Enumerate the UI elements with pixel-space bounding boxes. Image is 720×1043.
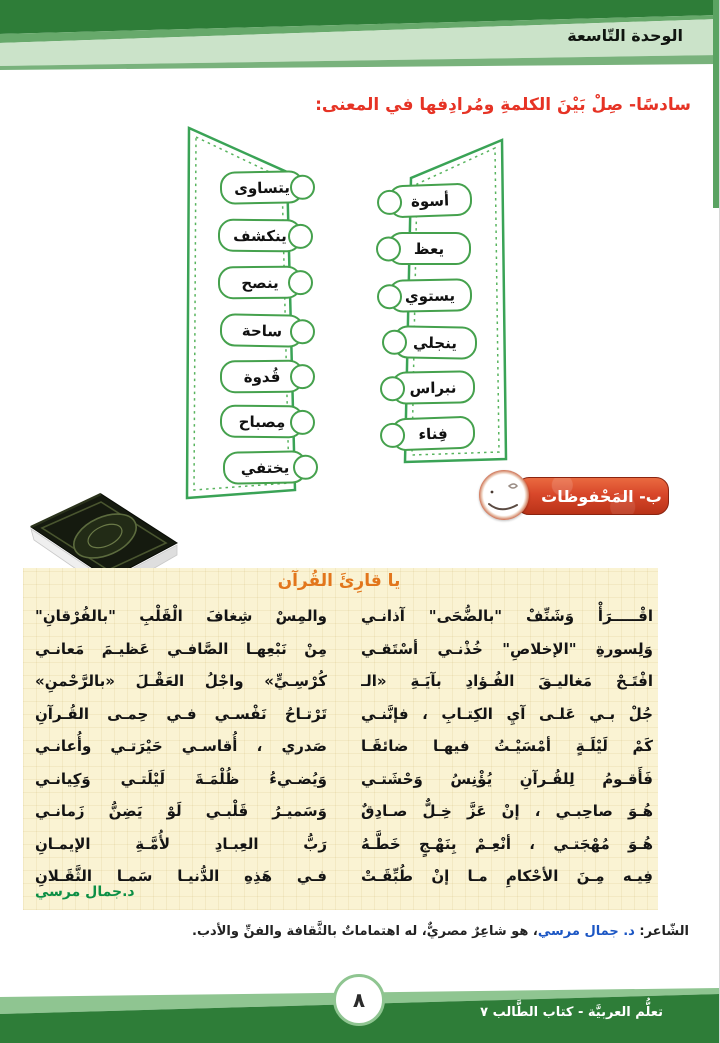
word-label: قُدوة [243, 367, 281, 386]
poem-line: اقْـــــرَأْ وَشَنِّفْ "بالضُّحَى" آذانـي [361, 607, 653, 625]
banner-label: ب- المَحْفوظات [541, 486, 662, 506]
pencil-sketch-icon [479, 470, 529, 520]
poem-line: رَبُّ العِبـادِ لأُمَّـةِ الإيمـانِ [35, 834, 327, 853]
word-label: ينكشف [233, 226, 287, 245]
word-pill[interactable] [220, 313, 305, 347]
connector-circle[interactable] [290, 364, 315, 389]
page-number-badge [333, 974, 385, 1026]
poem-line: فِيـه مِـنَ الأحْكامِ مـا إنْ طُبِّقَـتْ [361, 867, 653, 885]
connector-circle[interactable] [290, 409, 315, 434]
poem-title: يا قارِئَ القُرآن [277, 571, 401, 591]
poem-line: صَدري ، أُقاسـي حَيْرَتـي وأُعانـي [35, 737, 327, 755]
word-pill[interactable] [220, 360, 304, 394]
synonym-pill[interactable] [391, 370, 476, 404]
poet-name: د. جمال مرسي [537, 924, 635, 939]
word-pill[interactable] [223, 450, 308, 484]
word-pill[interactable] [220, 170, 305, 204]
poem-line: فَأَقـومُ لِلقُـرآنِ يُؤْنِسُ وَحْشَتـي [361, 769, 653, 788]
word-label: يستوي [404, 286, 456, 305]
word-pill[interactable] [218, 266, 302, 300]
poem-line: جُلْ بـي عَلـى آيِ الكِتـابِ ، فإنَّنـي [361, 704, 653, 723]
poet-signature: د.جمال مرسي [35, 884, 135, 900]
connector-circle[interactable] [377, 283, 402, 308]
connector-circle[interactable] [288, 223, 313, 248]
unit-title: الوحدة التّاسعة [567, 26, 683, 45]
word-pill[interactable] [218, 219, 302, 253]
synonym-pill[interactable] [390, 416, 475, 452]
poem-line: افْتَـحْ مَغاليـقَ الفُـؤادِ بآيَـةِ «الـ [361, 672, 653, 690]
word-label: يعظ [413, 239, 445, 258]
word-label: أسوة [410, 190, 450, 211]
poet-note [192, 924, 689, 939]
synonym-pill[interactable] [388, 278, 473, 312]
poem-line: وَيُضـيءُ ظُلْمَـةَ لَيْلَتـي وَكِيانـي [35, 769, 327, 788]
memorization-section-banner [516, 477, 669, 515]
word-label: نبراس [409, 378, 457, 397]
poem-line: تَرْتـاحُ نَفْسـي فـي حِمـى القُـرآنِ [35, 704, 327, 723]
poem-line: كَمْ لَيْلَـةٍ أمْسَيْـتُ فيهـا ضائقَـا [361, 737, 653, 755]
page-number: ٨ [352, 988, 366, 1012]
connector-circle[interactable] [380, 375, 405, 400]
poem-line: هُـوَ مُهْجَتـي ، أنْعِـمْ بِنَهْـجٍ خَطَّـهُ [361, 834, 653, 853]
word-label: ينجلي [412, 333, 458, 352]
connector-circle[interactable] [382, 329, 407, 354]
word-label: يختفي [240, 458, 290, 477]
poem-line: وَلِسورةِ "الإخلاصِ" خُذْنـي أسْتَقـي [361, 639, 653, 658]
poet-note-rest: ، هو شاعِرٌ مصريٌّ، له اهتماماتٌ بالثَّقافة والفنِّ والأدب. [192, 924, 538, 939]
word-label: فِناء [418, 423, 448, 444]
synonym-pill[interactable] [387, 183, 472, 219]
connector-circle[interactable] [288, 270, 313, 295]
word-pill[interactable] [220, 405, 304, 439]
poem-line: كُرْسِـيٍّ» واجْلُ العَقْـلَ «بالرَّحْمنِ» [35, 672, 327, 690]
book-footer-title: تعلُّم العربيَّة - كتاب الطَّالب ٧ [480, 1005, 663, 1020]
poem-line: وَسَميـرُ قَلْبـي لَوْ يَضِنُّ زَمانـي [35, 802, 327, 820]
poem-column-first-hemistichs [361, 600, 653, 893]
poem-line: مِنْ نَبْعِهـا الصَّافـي عَظيـمَ مَعانـي [35, 639, 327, 658]
word-label: يتساوى [233, 178, 291, 197]
poem-line: فـي هَذِهِ الدُّنيـا سَمـا الثَّقَـلانِ [35, 867, 327, 885]
word-label: ساحة [241, 321, 283, 340]
word-label: ينصح [241, 273, 279, 292]
poem-line: هُـوَ صاحِبـي ، إنْ عَزَّ خِـلٌّ صـادِقٌ [361, 802, 653, 820]
poem-line: والمِسْ شِغافَ الْقَلْبِ "بالفُرْقانِ" [35, 607, 327, 625]
banner-badge-icon [479, 470, 529, 520]
synonym-pill[interactable] [387, 232, 471, 265]
poem-column-second-hemistichs [35, 600, 327, 893]
synonym-pill[interactable] [393, 325, 478, 359]
connector-circle[interactable] [376, 236, 401, 261]
word-label: مِصباح [238, 412, 286, 431]
poet-note-prefix: الشّاعر: [634, 924, 689, 939]
connector-circle[interactable] [380, 422, 406, 448]
connector-circle[interactable] [377, 189, 403, 215]
exercise-instruction: سادسًا- صِلْ بَيْنَ الكلمةِ ومُرادِفها في المعنى: [315, 95, 691, 115]
